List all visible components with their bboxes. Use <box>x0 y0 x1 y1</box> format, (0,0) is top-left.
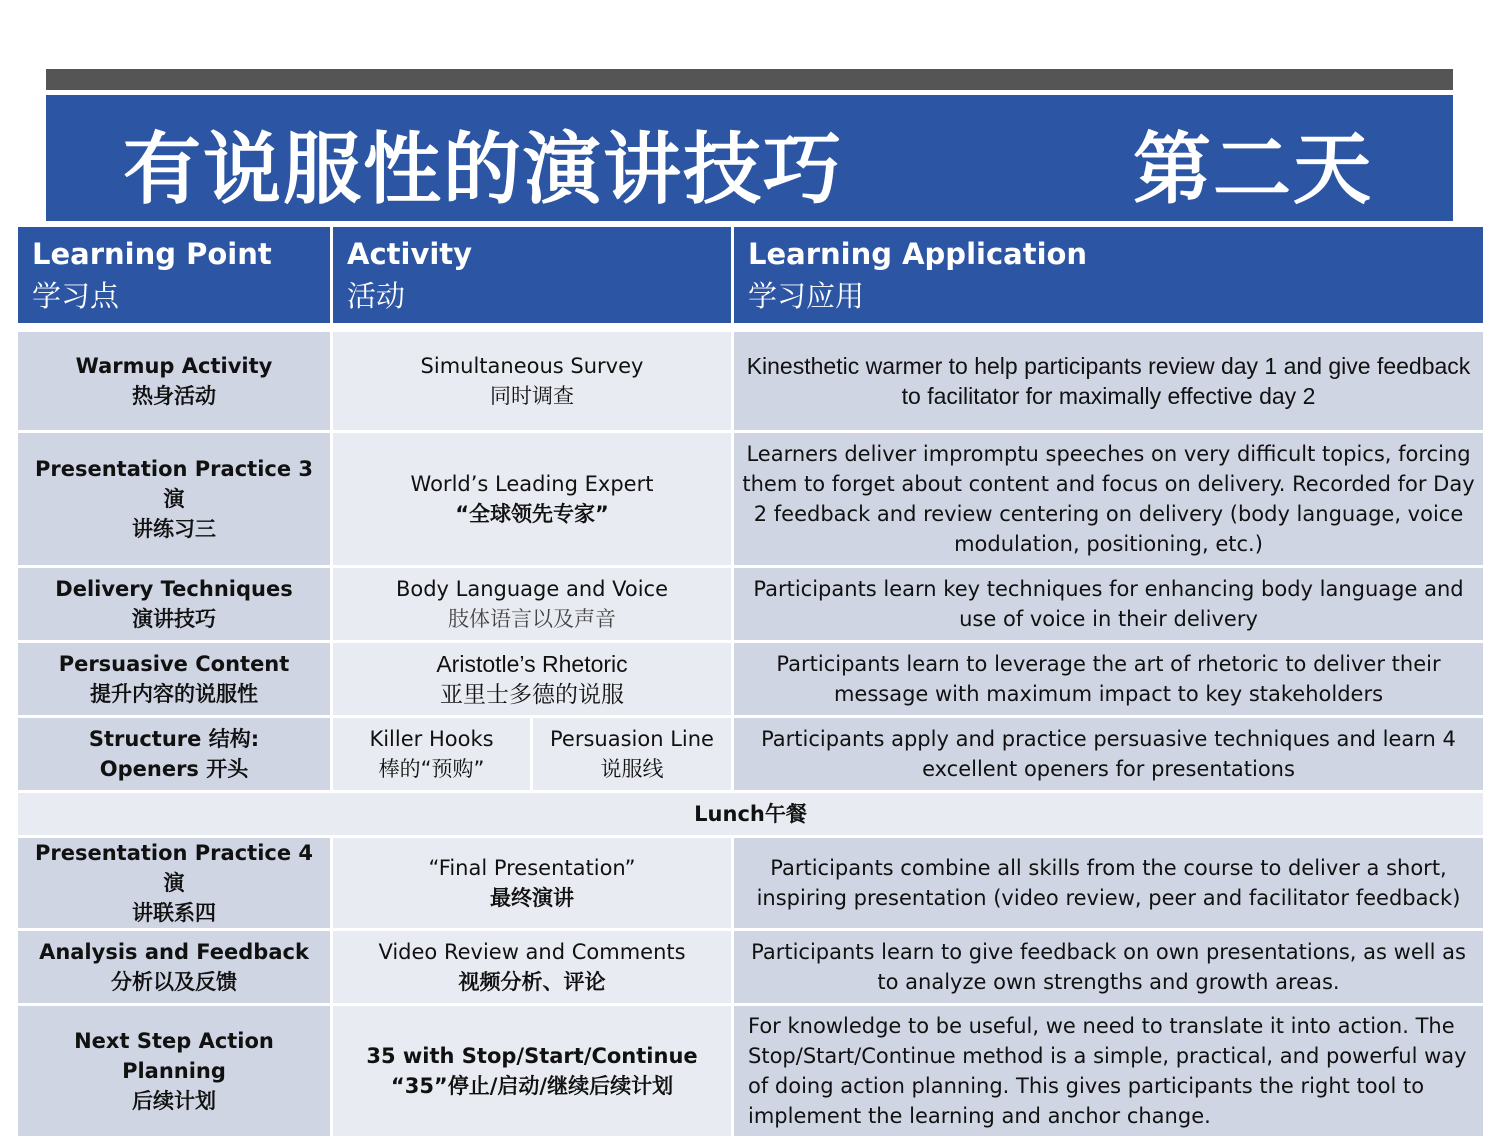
learning-point-cell: Warmup Activity 热身活动 <box>17 331 332 432</box>
title-banner <box>46 95 1453 221</box>
application-cell: Participants learn to leverage the art of rhetoric to deliver their message with maximum impact to key stakeholders <box>733 642 1485 717</box>
learning-point-cell: Delivery Techniques 演讲技巧 <box>17 567 332 642</box>
application-cell: Participants learn key techniques for enhancing body language and use of voice in their delivery <box>733 567 1485 642</box>
day-label: 第二天 <box>1133 125 1374 215</box>
top-divider-bar <box>46 69 1453 90</box>
learning-point-cell: Next Step Action Planning 后续计划 <box>17 1005 332 1138</box>
application-cell: Kinesthetic warmer to help participants review day 1 and give feedback to facilitator for maximally effective day 2 <box>733 331 1485 432</box>
activity-cell-killer-hooks: Killer Hooks 棒的“预购” <box>332 717 532 792</box>
learning-point-cell: Presentation Practice 4 演 讲联系四 <box>17 837 332 930</box>
table-row <box>17 930 1485 1005</box>
activity-cell: World’s Leading Expert “全球领先专家” <box>332 432 733 567</box>
learning-point-cell: Analysis and Feedback 分析以及反馈 <box>17 930 332 1005</box>
table-row <box>17 1005 1485 1138</box>
activity-cell: Body Language and Voice 肢体语言以及声音 <box>332 567 733 642</box>
application-cell: Learners deliver impromptu speeches on very difficult topics, forcing them to forget about content and focus on delivery. Recorded for Day 2 feedback and review centering on delivery (body language, voice modulation, positioning, etc.) <box>733 432 1485 567</box>
activity-cell: Aristotle’s Rhetoric 亚里士多德的说服 <box>332 642 733 717</box>
header-learning-application: Learning Application 学习应用 <box>733 226 1485 325</box>
table-row <box>17 567 1485 642</box>
table-row <box>17 642 1485 717</box>
learning-point-cell: Persuasive Content 提升内容的说服性 <box>17 642 332 717</box>
table-row <box>17 837 1485 930</box>
activity-cell-persuasion-line: Persuasion Line 说服线 <box>532 717 733 792</box>
header-learning-point: Learning Point 学习点 <box>17 226 332 325</box>
learning-point-cell: Presentation Practice 3 演 讲练习三 <box>17 432 332 567</box>
table-row <box>17 432 1485 567</box>
application-cell: Participants learn to give feedback on own presentations, as well as to analyze own strengths and growth areas. <box>733 930 1485 1005</box>
activity-cell: “Final Presentation” 最终演讲 <box>332 837 733 930</box>
page-title: 有说服性的演讲技巧 <box>123 125 844 215</box>
table-header-row <box>17 226 1485 325</box>
table-row <box>17 331 1485 432</box>
header-activity: Activity 活动 <box>332 226 733 325</box>
application-cell: Participants combine all skills from the course to deliver a short, inspiring presentation (video review, peer and facilitator feedback) <box>733 837 1485 930</box>
learning-point-cell: Structure 结构: Openers 开头 <box>17 717 332 792</box>
agenda-table <box>15 224 1486 1139</box>
table-row <box>17 717 1485 792</box>
lunch-row <box>17 792 1485 837</box>
activity-cell: 35 with Stop/Start/Continue “35”停止/启动/继续后续计划 <box>332 1005 733 1138</box>
activity-cell: Simultaneous Survey 同时调查 <box>332 331 733 432</box>
application-cell: For knowledge to be useful, we need to translate it into action. The Stop/Start/Continue method is a simple, practical, and powerful way of doing action planning. This gives participants the right tool to implement the learning and anchor change. <box>733 1005 1485 1138</box>
activity-cell: Video Review and Comments 视频分析、评论 <box>332 930 733 1005</box>
lunch-label: Lunch午餐 <box>17 792 1485 837</box>
application-cell: Participants apply and practice persuasive techniques and learn 4 excellent openers for presentations <box>733 717 1485 792</box>
